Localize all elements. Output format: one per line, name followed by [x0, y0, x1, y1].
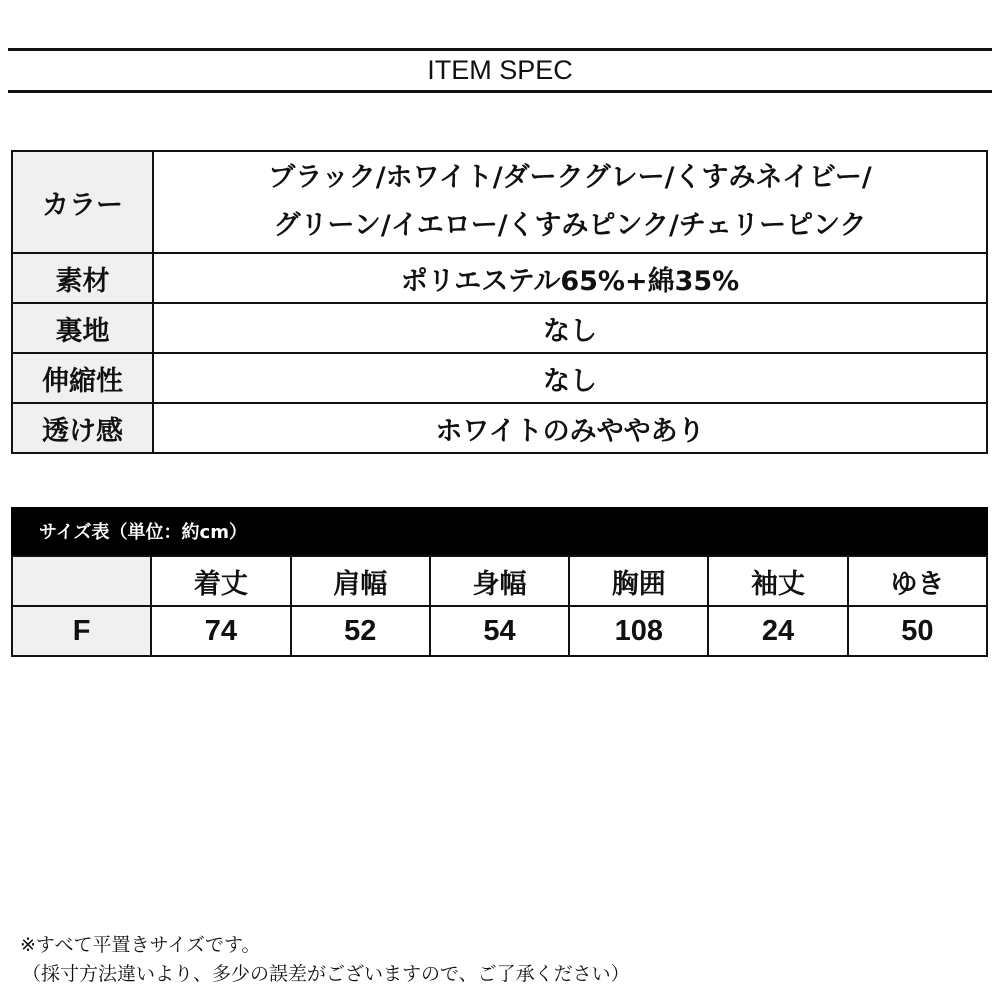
spec-value-lining: なし: [153, 303, 987, 353]
spec-value-material: ポリエステル65%+綿35%: [153, 253, 987, 303]
note-flat-measurement: ※すべて平置きサイズです。: [20, 934, 261, 956]
spec-table: [11, 150, 988, 454]
size-table-head-row: [12, 556, 987, 606]
size-value-sleeve: 24: [708, 606, 847, 656]
size-col-length: 着丈: [151, 556, 290, 606]
spec-label-stretch: 伸縮性: [12, 353, 153, 403]
size-col-body-width: 身幅: [430, 556, 569, 606]
spec-row-stretch: [12, 353, 987, 403]
size-col-chest: 胸囲: [569, 556, 708, 606]
page-title: ITEM SPEC: [427, 55, 573, 85]
note-measurement-tolerance: （採寸方法違いより、多少の誤差がございますので、ご了承ください）: [22, 963, 630, 985]
spec-value-sheerness: ホワイトのみややあり: [153, 403, 987, 453]
size-col-sleeve: 袖丈: [708, 556, 847, 606]
size-value-chest: 108: [569, 606, 708, 656]
size-col-yuki: ゆき: [848, 556, 987, 606]
size-value-shoulder: 52: [291, 606, 430, 656]
spec-label-sheerness: 透け感: [12, 403, 153, 453]
spec-value-color: [153, 151, 987, 253]
size-value-body-width: 54: [430, 606, 569, 656]
spec-label-material: 素材: [12, 253, 153, 303]
spec-label-lining: 裏地: [12, 303, 153, 353]
size-value-length: 74: [151, 606, 290, 656]
size-col-shoulder: 肩幅: [291, 556, 430, 606]
spec-row-sheerness: [12, 403, 987, 453]
color-list-line-1: ブラック/ホワイト/ダークグレー/くすみネイビー/: [268, 162, 872, 193]
size-row-f: [12, 606, 987, 656]
title-rule-bottom: [8, 90, 992, 93]
size-corner-cell: [12, 556, 151, 606]
spec-row-material: [12, 253, 987, 303]
spec-row-color: [12, 151, 987, 253]
color-list-line-2: グリーン/イエロー/くすみピンク/チェリーピンク: [273, 210, 867, 241]
size-value-yuki: 50: [848, 606, 987, 656]
spec-label-color: カラー: [12, 151, 153, 253]
size-label-f: F: [12, 606, 151, 656]
size-table: [11, 555, 988, 657]
size-table-header: サイズ表（単位：約cm）: [11, 507, 988, 555]
spec-value-stretch: なし: [153, 353, 987, 403]
spec-row-lining: [12, 303, 987, 353]
